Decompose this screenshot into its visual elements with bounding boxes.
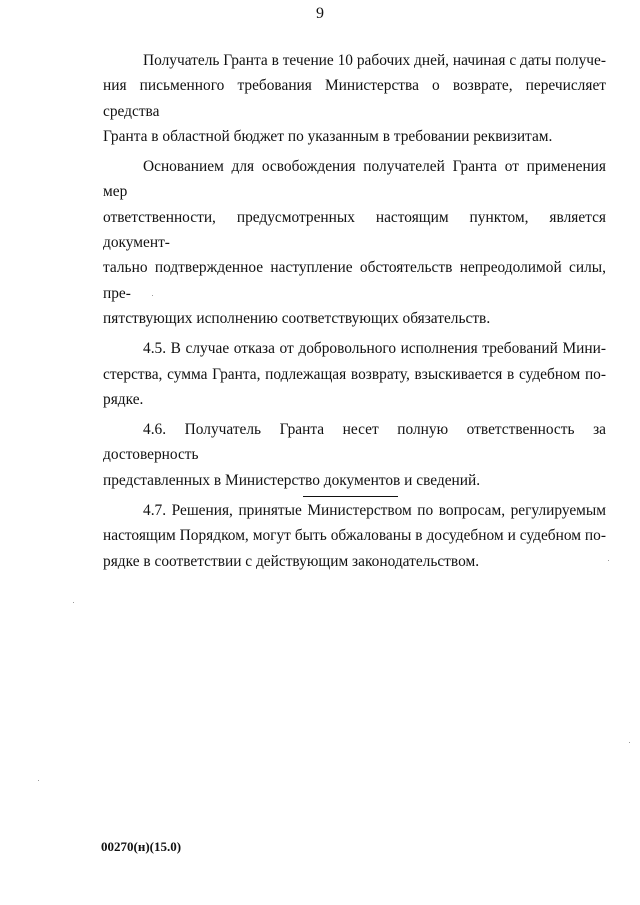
text-line: тально подтвержденное наступление обстоятельств непреодолимой силы, пре- — [103, 259, 606, 302]
text-line: представленных в Министерство документов и сведений. — [103, 471, 481, 489]
text-line: 4.6. Получатель Гранта несет полную ответственность за достоверность — [103, 421, 606, 464]
scan-speck — [73, 602, 74, 603]
paragraph-4-7 — [103, 498, 606, 574]
paragraph-4-5 — [103, 336, 606, 412]
text-line: 4.7. Решения, принятые Министерством по вопросам, регулируемым — [143, 502, 606, 520]
text-line: Получатель Гранта в течение 10 рабочих дней, начиная с даты получе- — [143, 52, 606, 69]
document-code: 00270(н)(15.0) — [101, 839, 182, 854]
text-line: рядке. — [103, 390, 144, 408]
text-line: 4.5. В случае отказа от добровольного исполнения требований Мини- — [143, 340, 606, 358]
end-of-text-rule — [303, 496, 398, 497]
paragraph-force-majeure — [103, 154, 606, 331]
scan-speck — [629, 742, 630, 743]
text-line: ния письменного требования Министерства о возврате, перечисляет средства — [103, 77, 606, 120]
text-line: Гранта в областной бюджет по указанным в требовании реквизитам. — [103, 127, 553, 145]
paragraph-grant-return — [103, 48, 606, 149]
text-line: ответственности, предусмотренных настоящим пунктом, является документ- — [103, 208, 606, 252]
paragraph-4-6 — [103, 417, 606, 493]
text-line: стерства, сумма Гранта, подлежащая возврату, взыскивается в судебном по- — [103, 365, 606, 383]
text-line: рядке в соответствии с действующим законодательством. — [103, 552, 480, 570]
scan-speck — [608, 560, 609, 561]
scan-speck — [38, 780, 39, 781]
text-line: пятствующих исполнению соответствующих обязательств. — [103, 309, 491, 327]
text-line: Основанием для освобождения получателей Гранта от применения мер — [103, 158, 606, 201]
scan-speck — [152, 295, 153, 296]
text-line: настоящим Порядком, могут быть обжалованы в досудебном и судебном по- — [103, 527, 606, 545]
page-number: 9 — [316, 5, 324, 22]
